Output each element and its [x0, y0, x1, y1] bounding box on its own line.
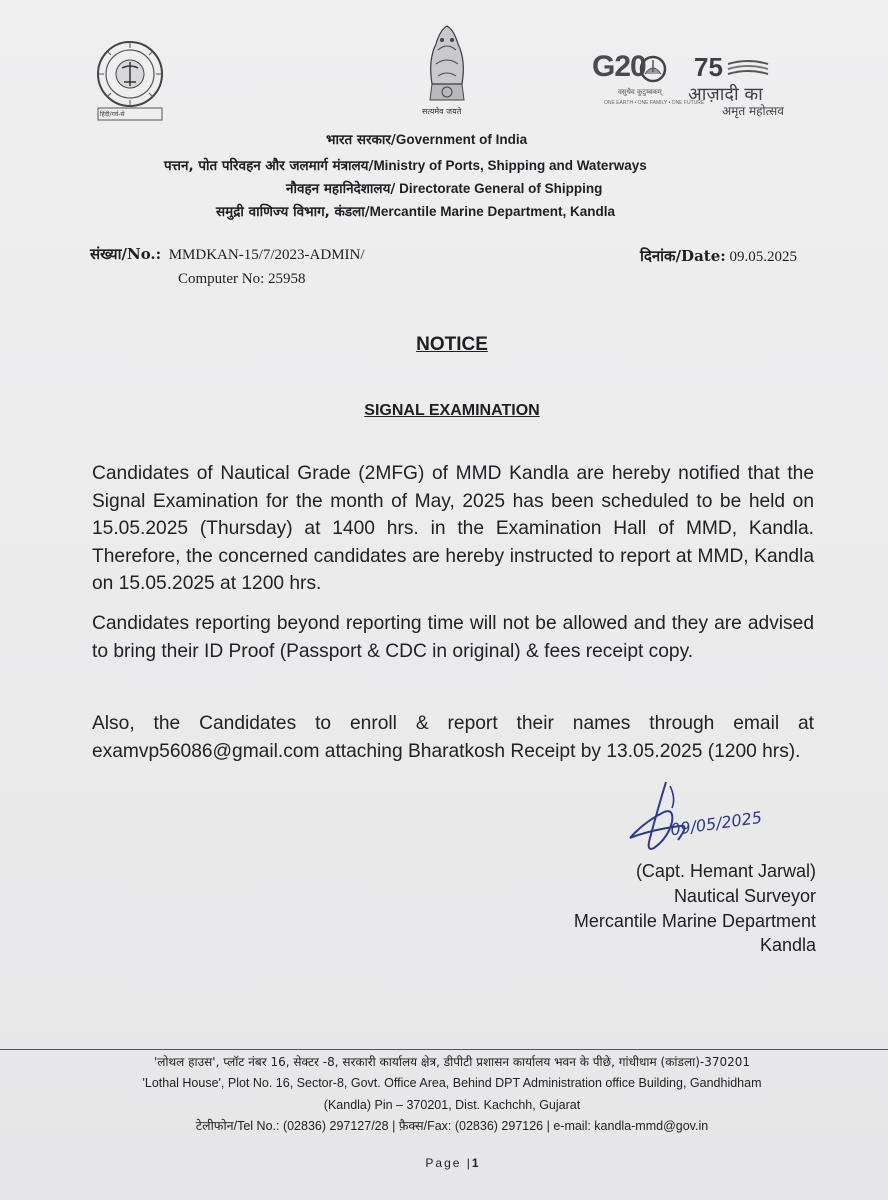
page-label: Page |: [425, 1156, 472, 1170]
reference-number-value: MMDKAN-15/7/2023-ADMIN/: [168, 247, 365, 263]
footer-contact: टेलीफोन/Tel No.: (02836) 297127/28 | फ़ैक्स/Fax: (02836) 297126 | e-mail: kandla-mmd@gov.in: [195, 1119, 709, 1133]
page-number: [0, 1156, 888, 1170]
header-government-en: Government of India: [395, 132, 528, 147]
header-directorate: [286, 179, 602, 197]
footer-divider: [0, 1049, 888, 1050]
header-government-hi: भारत सरकार/: [326, 132, 396, 148]
body-paragraph-3: Also, the Candidates to enroll & report their names through email at examvp56086@gmail.com attaching Bharatkosh Receipt by 13.05.2025 (1200 hrs).: [92, 713, 814, 762]
header-department-en: Mercantile Marine Department, Kandla: [369, 204, 615, 219]
azadi-amrit-mahotsav-logo: [686, 52, 786, 122]
notice-subject: SIGNAL EXAMINATION: [364, 402, 540, 419]
g20-logo: [586, 48, 705, 118]
header-ministry-hi: पत्तन, पोत परिवहन और जलमार्ग मंत्रालय/: [164, 158, 374, 174]
signature-date: 09/05/2025: [669, 807, 764, 840]
azadi-75-number: 75: [694, 52, 723, 82]
signatory-department: Mercantile Marine Department: [573, 911, 816, 931]
g20-title: G20: [592, 50, 646, 83]
mmd-motto: हिंदी/गर्व-से: [100, 111, 125, 118]
g20-tagline-hindi: वसुधैव कुटुम्बकम्: [618, 88, 662, 96]
header-department-hi: समुद्री वाणिज्य विभाग, कंडला/: [216, 204, 370, 220]
azadi-line-2: अमृत महोत्सव: [722, 104, 784, 118]
body-paragraph-1: Candidates of Nautical Grade (2MFG) of MMD Kandla are hereby notified that the Signal Examination for the month of May, 2025 has been scheduled to be held on 15.05.2025 (Thursday) at 1400 hrs. in the Examination Hall of MMD, Kandla. Therefore, the concerned candidates are hereby instructed to report at MMD, Kandla on 15.05.2025 at 1200 hrs.: [92, 463, 814, 594]
signatory-name: (Capt. Hemant Jarwal): [635, 861, 816, 881]
header-ministry-en: Ministry of Ports, Shipping and Waterways: [373, 158, 647, 173]
footer-address-hindi: 'लोथल हाउस', प्लॉट नंबर 16, सेक्टर -8, सरकारी कार्यालय क्षेत्र, डीपीटी प्रशासन कार्यालय भवन के पीछे, गांधीधाम (कांडला)-370201: [153, 1055, 751, 1069]
body-paragraph-2: Candidates reporting beyond reporting time will not be allowed and they are advised to bring their ID Proof (Passport & CDC in original) & fees receipt copy.: [92, 613, 814, 662]
header-directorate-hi: नौवहन महानिदेशालय/: [286, 181, 396, 197]
notice-title: NOTICE: [416, 334, 488, 355]
notice-date-value: 09.05.2025: [729, 249, 798, 265]
national-emblem-logo: [410, 20, 484, 120]
header-ministry: [164, 156, 647, 174]
footer-address-pin: (Kandla) Pin – 370201, Dist. Kachchh, Gujarat: [323, 1098, 581, 1112]
notice-date-label: दिनांक/Date:: [640, 247, 726, 265]
signatory-designation: Nautical Surveyor: [673, 886, 816, 906]
reference-number: [90, 244, 365, 264]
notice-date: [640, 246, 797, 266]
page-number-value: 1: [471, 1156, 479, 1170]
g20-tagline-english: ONE EARTH • ONE FAMILY • ONE FUTURE: [604, 100, 705, 106]
header-directorate-en: Directorate General of Shipping: [395, 181, 603, 196]
mmd-seal-logo: [88, 38, 172, 124]
emblem-motto: सत्यमेव जयते: [422, 107, 462, 116]
azadi-line-1: आज़ादी का: [688, 84, 763, 105]
signatory-place: Kandla: [759, 935, 816, 955]
header-department: [216, 202, 615, 220]
computer-number: Computer No: 25958: [178, 271, 306, 287]
header-government: [326, 130, 527, 148]
reference-number-label: संख्या/No.:: [90, 245, 162, 263]
footer-address-english: 'Lothal House', Plot No. 16, Sector-8, Govt. Office Area, Behind DPT Administration office Building, Gandhidham: [142, 1076, 762, 1090]
